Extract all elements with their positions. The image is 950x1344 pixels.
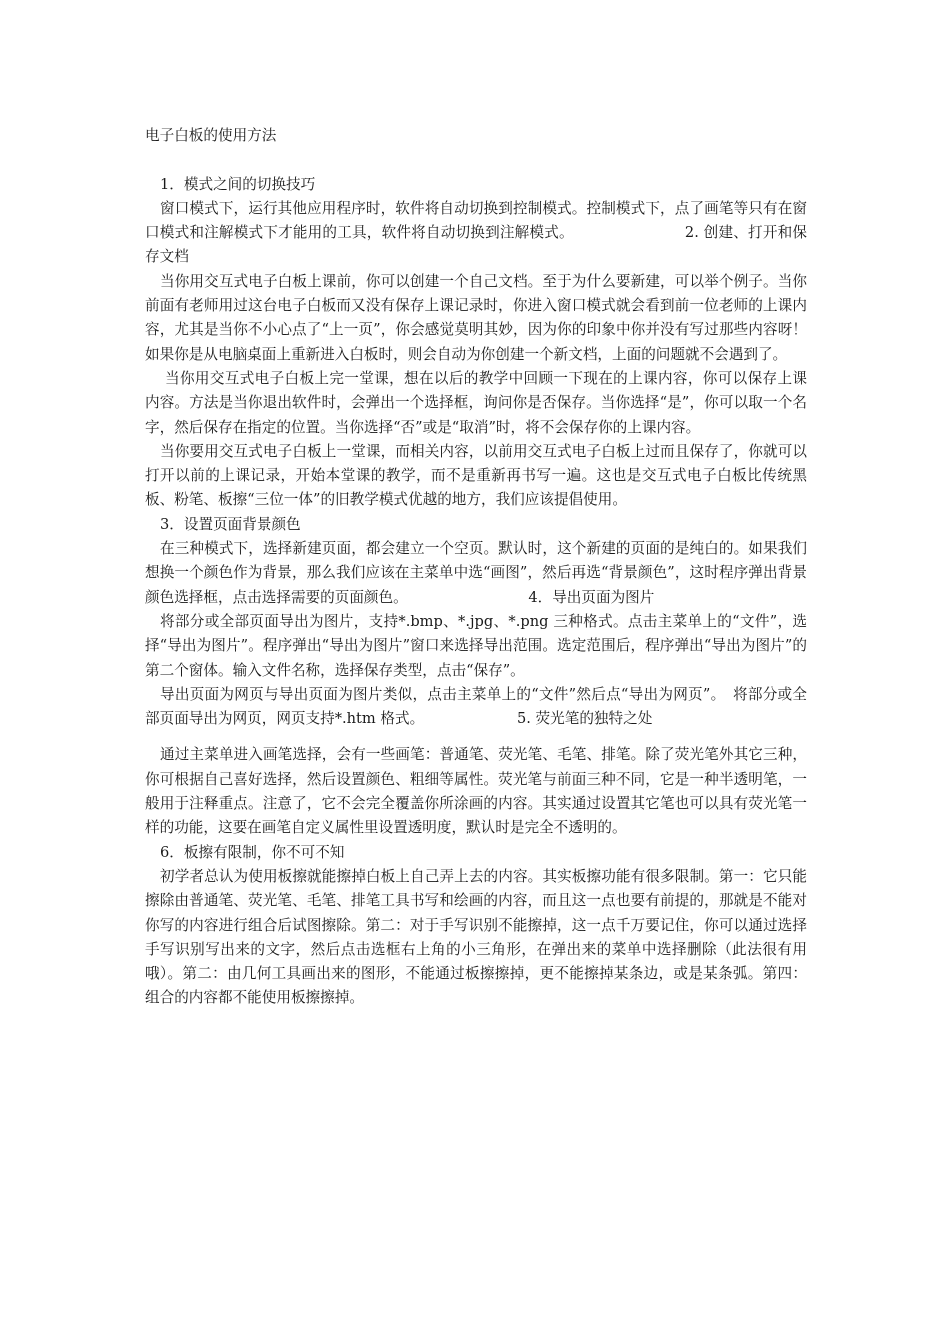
section-3-paragraph bbox=[145, 537, 807, 610]
section-4-heading: 4．导出页面为图片 bbox=[528, 588, 655, 606]
section-2-paragraph-1: 当你用交互式电子白板上课前，你可以创建一个自己文档。至于为什么要新建，可以举个例子。当你前面有老师用过这台电子白板而又没有保存上课记录时，你进入窗口模式就会看到前一位老师的上课内容，尤其是当你不小心点了“上一页”，你会感觉莫明其妙，因为你的印象中你并没有写过那些内容呀！如果你是从电脑桌面上重新进入白板时，则会自动为你创建一个新文档，上面的问题就不会遇到了。 bbox=[145, 272, 807, 363]
section-4-paragraph-2 bbox=[145, 683, 807, 732]
section-5-heading: 5. 荧光笔的独特之处 bbox=[516, 710, 653, 728]
document-page bbox=[145, 124, 807, 1011]
section-3-text: 在三种模式下，选择新建页面，都会建立一个空页。默认时，这个新建的页面的是纯白的。如果我们想换一个颜色作为背景，那么我们应该在主菜单中选“画图”，然后再选“背景颜色”，这时程序弹出背景颜色选择框，点击选择需要的页面颜色。 bbox=[145, 540, 807, 606]
section-6-heading: 6．板擦有限制，你不可不知 bbox=[160, 843, 345, 861]
section-6-paragraph: 初学者总认为使用板擦就能擦掉白板上自己弄上去的内容。其实板擦功能有很多限制。第一：它只能擦除由普通笔、荧光笔、毛笔、排笔工具书写和绘画的内容，而且这一点也要有前提的，那就是不能对你写的内容进行组合后试图擦除。第二：对于手写识别不能擦掉，这一点千万要记住，你可以通过选择手写识别写出来的文字，然后点击选框右上角的小三角形，在弹出来的菜单中选择删除（此法很有用哦）。第二：由几何工具画出来的图形，不能通过板擦擦掉，更不能擦掉某条边，或是某条弧。第四：组合的内容都不能使用板擦擦掉。 bbox=[145, 867, 807, 1007]
section-2-heading: 2. 创建、打开和保存文档 bbox=[145, 224, 807, 266]
section-1-paragraph bbox=[145, 197, 807, 270]
section-4-paragraph-1: 将部分或全部页面导出为图片，支持*.bmp、*.jpg、*.png 三种格式。点击主菜单上的“文件”，选择“导出为图片”。程序弹出“导出为图片”窗口来选择导出范围。选定范围后，程序弹出“导出为图片”的第二个窗体。输入文件名称，选择保存类型，点击“保存”。 bbox=[145, 612, 807, 679]
section-1-text: 窗口模式下，运行其他应用程序时，软件将自动切换到控制模式。控制模式下，点了画笔等只有在窗口模式和注解模式下才能用的工具，软件将自动切换到注解模式。 bbox=[145, 199, 807, 242]
section-4-heading-spacer bbox=[408, 589, 529, 606]
document-title: 电子白板的使用方法 bbox=[145, 127, 277, 144]
section-1-heading: 1．模式之间的切换技巧 bbox=[160, 175, 316, 193]
blank-gap bbox=[145, 731, 807, 743]
section-2-paragraph-2: 当你用交互式电子白板上完一堂课，想在以后的教学中回顾一下现在的上课内容，你可以保存上课内容。方法是当你退出软件时，会弹出一个选择框，询问你是否保存。当你选择“是”，你可以取一个名字，然后保存在指定的位置。当你选择“否”或是“取消”时，将不会保存你的上课内容。 bbox=[145, 369, 807, 436]
section-3-heading: 3．设置页面背景颜色 bbox=[160, 515, 301, 533]
section-5-heading-spacer bbox=[424, 710, 517, 727]
section-4-text: 导出页面为网页与导出页面为图片类似，点击主菜单上的“文件”然后点“导出为网页”。 将部分或全部页面导出为网页，网页支持*.htm 格式。 bbox=[145, 685, 808, 728]
blank-line bbox=[145, 148, 807, 172]
section-5-paragraph: 通过主菜单进入画笔选择，会有一些画笔：普通笔、荧光笔、毛笔、排笔。除了荧光笔外其它三种，你可根据自己喜好选择，然后设置颜色、粗细等属性。荧光笔与前面三种不同，它是一种半透明笔，一般用于注释重点。注意了，它不会完全覆盖你所涂画的内容。其实通过设置其它笔也可以具有荧光笔一样的功能，这要在画笔自定义属性里设置透明度，默认时是完全不透明的。 bbox=[145, 746, 807, 837]
section-2-heading-spacer bbox=[574, 224, 685, 241]
section-2-paragraph-3: 当你要用交互式电子白板上一堂课，而相关内容，以前用交互式电子白板上过而且保存了，你就可以打开以前的上课记录，开始本堂课的教学，而不是重新再书写一遍。这也是交互式电子白板比传统黑板、粉笔、板擦“三位一体”的旧教学模式优越的地方，我们应该提倡使用。 bbox=[145, 442, 807, 509]
